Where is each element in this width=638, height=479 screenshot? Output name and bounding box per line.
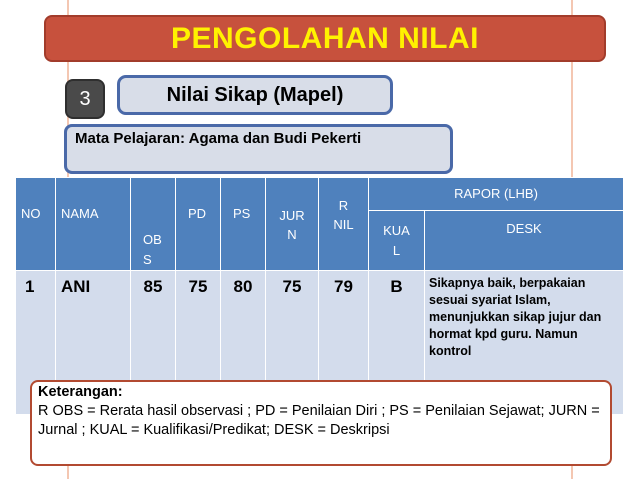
cell-pd-value: 75 <box>188 277 208 296</box>
header-obs-label: OB S <box>143 232 162 267</box>
cell-desk-value: Sikapnya baik, berpakaian sesuai syariat Islam, menunjukkan sikap jujur dan hormat kpd guru. Namun kontrol <box>429 276 602 358</box>
cell-kual-value: B <box>390 277 403 296</box>
header-rnil <box>319 178 369 271</box>
legend-title: Keterangan: <box>38 384 123 400</box>
cell-nama-value: ANI <box>61 277 91 296</box>
cell-ps-value: 80 <box>233 277 253 296</box>
header-desk-label: DESK <box>506 220 542 236</box>
header-desk <box>425 210 624 270</box>
cell-jurn-value: 75 <box>282 277 302 296</box>
cell-obs-value: 85 <box>143 277 163 296</box>
legend-text: R OBS = Rerata hasil observasi ; PD = Penilaian Diri ; PS = Penilaian Sejawat; JURN = Jurnal ; KUAL = Kualifikasi/Predikat; DESK = Deskripsi <box>38 403 600 438</box>
header-rapor <box>369 178 624 211</box>
header-kual-label: KUA L <box>383 222 410 258</box>
header-pd-label: PD <box>188 206 207 221</box>
header-nama <box>56 178 131 271</box>
slide-title: PENGOLAHAN NILAI <box>44 15 606 62</box>
header-jurn-label: JUR N <box>279 208 305 242</box>
header-pd <box>176 178 221 271</box>
header-no <box>16 178 56 271</box>
header-no-label: NO <box>21 206 41 221</box>
header-ps <box>221 178 266 271</box>
header-jurn <box>266 178 319 271</box>
subject-label: Mata Pelajaran: Agama dan Budi Pekerti <box>64 124 453 174</box>
header-rapor-label: RAPOR (LHB) <box>454 186 538 201</box>
header-obs <box>131 178 176 271</box>
section-subtitle: Nilai Sikap (Mapel) <box>117 75 393 115</box>
step-number-badge: 3 <box>65 79 105 119</box>
header-rnil-label: R NIL <box>333 198 354 232</box>
legend-note <box>30 380 612 466</box>
header-ps-label: PS <box>233 206 251 221</box>
cell-rnil-value: 79 <box>334 277 353 296</box>
header-kual <box>369 210 425 270</box>
cell-no-value: 1 <box>25 277 35 296</box>
header-nama-label: NAMA <box>61 206 99 221</box>
